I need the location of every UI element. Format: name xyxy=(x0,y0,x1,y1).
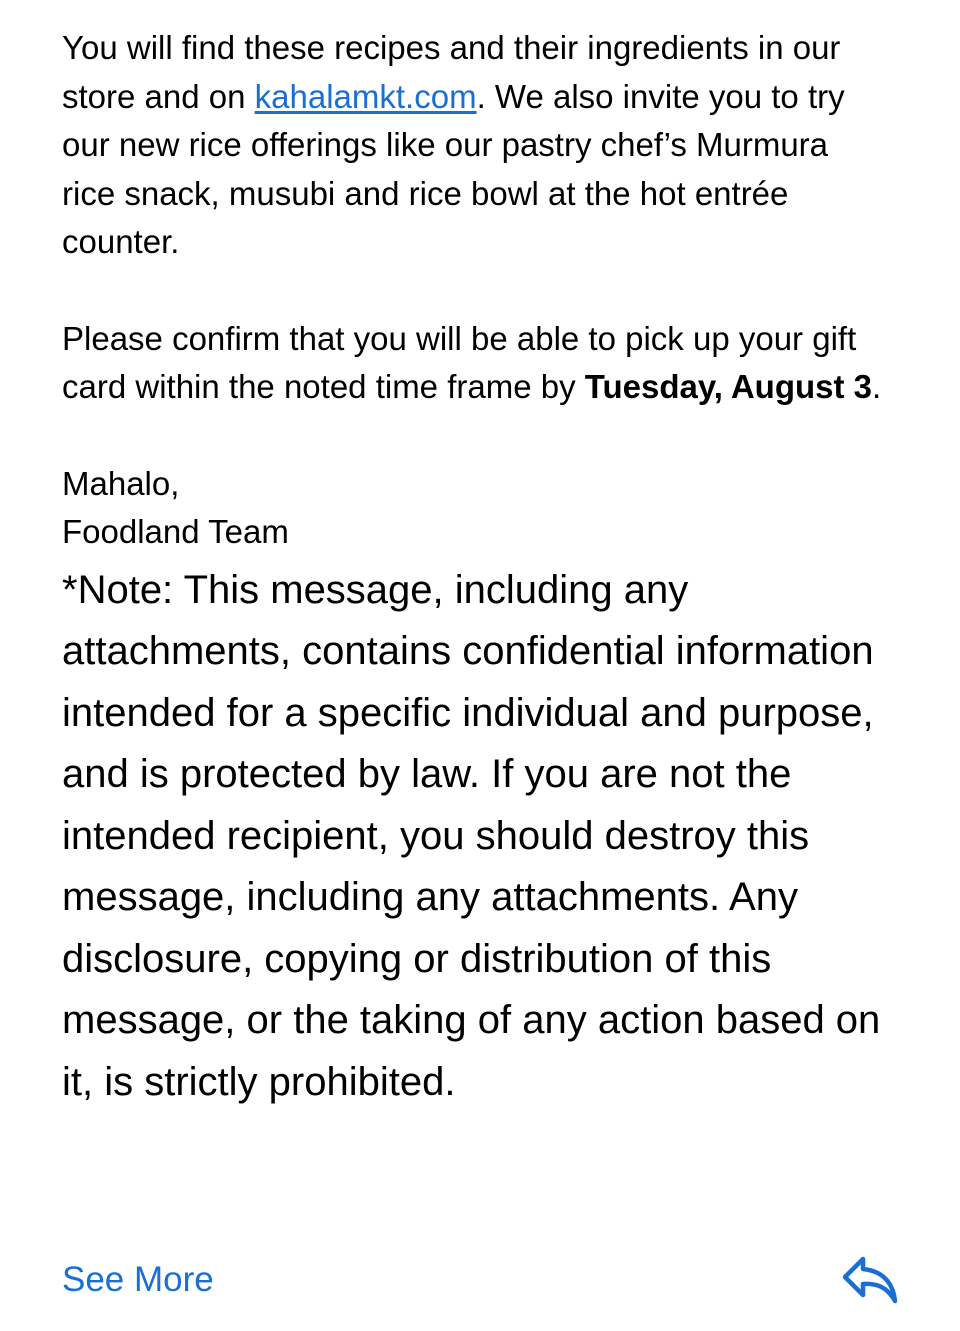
paragraph-recipes xyxy=(62,24,882,267)
paragraph-confirm-end: . xyxy=(872,368,882,405)
paragraph-spacer xyxy=(62,412,922,460)
message-footer xyxy=(62,1252,900,1312)
message-body xyxy=(62,24,922,1113)
signoff-team: Foodland Team xyxy=(62,512,289,550)
paragraph-confirm xyxy=(62,315,882,412)
paragraph-confirm-text: Please confirm that you will be able to pick up your gift card within the noted time frame by xyxy=(62,319,857,405)
confidentiality-note: *Note: This message, including any attachments, contains confidential information intended for a specific individual and purpose, and is protected by law. If you are not the intended recipient, you should destroy this message, including any attachments. Any disclosure, copying or distribution of this message, or the taking of any action based on it, is strictly prohibited. xyxy=(62,567,881,1104)
paragraph-recipes-text-1: You will find these recipes and their ingredients in our store and on xyxy=(62,29,841,115)
kahalamkt-link[interactable]: kahalamkt.com xyxy=(254,77,477,115)
signoff-greeting: Mahalo, xyxy=(62,464,180,502)
see-more-button[interactable]: See More xyxy=(62,1260,214,1299)
bottom-spacer xyxy=(0,1317,960,1331)
reply-arrow-icon xyxy=(841,1255,899,1305)
paragraph-recipes-text-2: . We also invite you to try our new rice offerings like our pastry chef’s Murmura rice snack, musubi and rice bowl at the hot entrée counter. xyxy=(62,77,845,260)
reply-button[interactable] xyxy=(840,1252,900,1308)
paragraph-spacer xyxy=(62,267,922,315)
confirm-date: Tuesday, August 3 xyxy=(584,368,873,405)
